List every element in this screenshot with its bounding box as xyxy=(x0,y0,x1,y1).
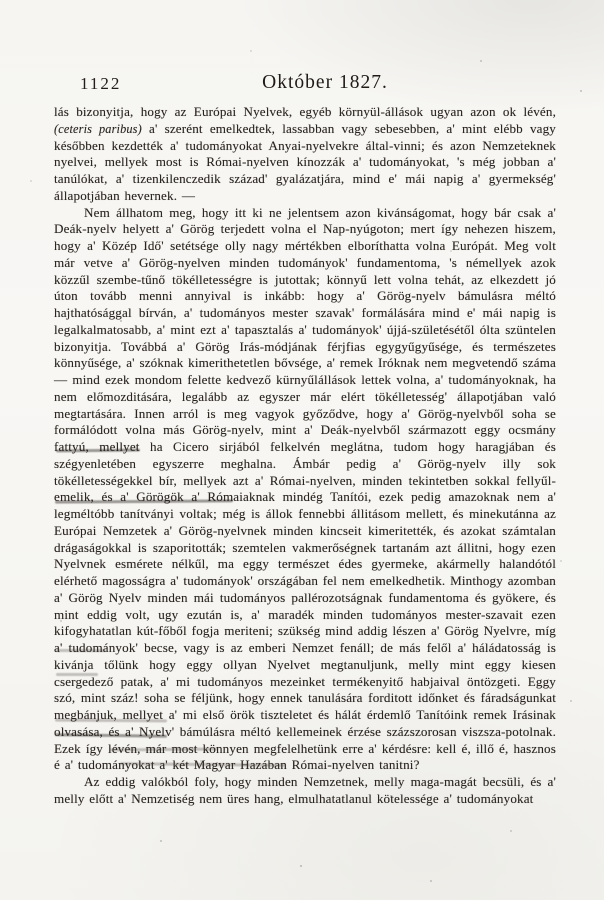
paragraph-1 xyxy=(54,104,556,205)
ink-smudge xyxy=(56,649,106,652)
paragraph-3: Az eddig valókból foly, hogy minden Nemzetnek, melly maga-magát becsüli, és a' melly előtt a' Nemzetiség nem üres hang, elmulhatatlanul kötelessége a' tudományokat xyxy=(54,774,556,806)
header-title: Október 1827. xyxy=(262,72,388,93)
paragraph-1-continuation: a' szerént emelkedtek, lassabban vagy sebesebben, a' mint elébb vagy későbben kezdették a' tudományokat Anyai-nyelvekre által-vinni; és azon Nemzeteknek nyelvei, mellyek most is Római-nyelven kínozzák a' tudományokat, 's még jobban a' tanúlókat, a' tizenkilenczedik század' gyalázatjára, mind e' mái napig a' gyermekség' állapotjában hevernek. — xyxy=(54,120,557,203)
page-header xyxy=(55,72,555,98)
latin-phrase: (ceteris paribus) xyxy=(54,121,142,136)
page-number: 1122 xyxy=(80,74,122,93)
paragraph-1-text: lás bizonyitja, hogy az Európai Nyelvek, egyéb környül-állások ugyan azon ok lévén, xyxy=(54,104,556,119)
page-body xyxy=(54,104,556,808)
paragraph-2: Nem állhatom meg, hogy itt ki ne jelentsem azon kivánságomat, hogy bár csak a' Deák-nyelv helyett a' Görög terjedett volna el Nap-nyúgoton; mert így nehezen hiszem, hogy a' Közép Idő' setétsége olly nagy mértékben elboríthatta volna Európát. Meg volt már vetve a' Görög-nyelven minden tudományok' fundamentoma, 's némellyek azok közzűl szembe-tűnő tökélletességre is jutottak; könnyű lett volna tehát, az elkezdett jó úton tovább menni annyival is inkább: hogy a' Görög-nyelv bámulásra méltó hajthatósággal bírván, a' tudományos mester szavak' formálására mind e' mái napig is legalkalmatosabb, a' mint ezt a' tapasztalás a' tudományok' újjá-születésétől ólta szüntelen bizonyitja. Továbbá a' Görög Irás-módjának férjfias egygyűgyűsége, és természetes könnyűsége, a' szóknak kimerithetetlen bővsége, a' remek Iróknak nem megvetendő száma — mind ezek mondom felette kedvező kürnyűlállások lettek volna, a' tudományoknak, ha nem előmozditására, legalább az egyszer már elért tökélletesség' állapotjában való megtartására. Innen arról is meg vagyok győződve, hogy a' Görög-nyelvből soha se formálódott volna más Görög-nyelv, mint a' Deák-nyelvből származott eggy ocsmány fattyú, mellyet ha Cicero sirjából felkelvén meglátna, tudom hogy haragjában és szégyenletében egyszerre meghalna. Ámbár pedig a' Görög-nyelv illy sok tökélletességekkel bír, mellyek azt a' Római-nyelven, minden tekintetben sokkal fellyűl-emelik, és a' Görögök a' Rómaiaknak mindég Tanítói, ezek pedig amazoknak nem a' legméltóbb tanítványi voltak; még is állok fennebbi állitásom mellett, és minekutánna az Európai Nemzetek a' Görög-nyelvnek minden kincseit kimeritették, és azokat számtalan drágaságokkal is szaporitották; szemtelen vakmerőségnek tartanám azt állitni, hogy ezen Nyelvnek esmérete nélkűl, ma eggy természet édes gyermeke, akármelly halandótól elérhető magosságra a' tudományok' országában fel nem emelkedhetik. Minthogy azomban a' Görög Nyelv minden mái tudományos pallérozotságnak fundamentoma és gyökere, és mint eddig volt, ugy ezután is, a' maradék minden tudományos mester-szavait ezen kifogyhatatlan kút-főből fogja meriteni; szükség mind addig lészen a' Görög Nyelvre, míg a' tudományok' becse, vagy is az emberi Nemzet fenáll; de más felől a' háládatosság is kivánja tőlünk hogy eggy ollyan Nyelvet megtanuljunk, melly mint eggy kiesen csergedező patak, a' mi tudományos mezeinket termékenyitő habjaival öntözgeti. Eggy szó, mint száz! soha se féljünk, hogy ennek tanulására forditott időnket és fáradságunkat megbánjuk, mellyet a' mi első örök tiszteletet és hálát érdemlő Tanítóink remek Irásinak olvasása, és a' Nyelv' bámúlásra méltó kellemeinek érzése százszorosan viszsza-potolnak. Ezek így lévén, már most könnyen megfelelhetünk erre a' kérdésre: kell é, illő é, hasznos é a' tudományokat a' két Magyar Hazában Római-nyelven tanitni? xyxy=(54,204,556,773)
ink-smudge xyxy=(56,673,98,676)
scan-noise xyxy=(0,0,2,2)
